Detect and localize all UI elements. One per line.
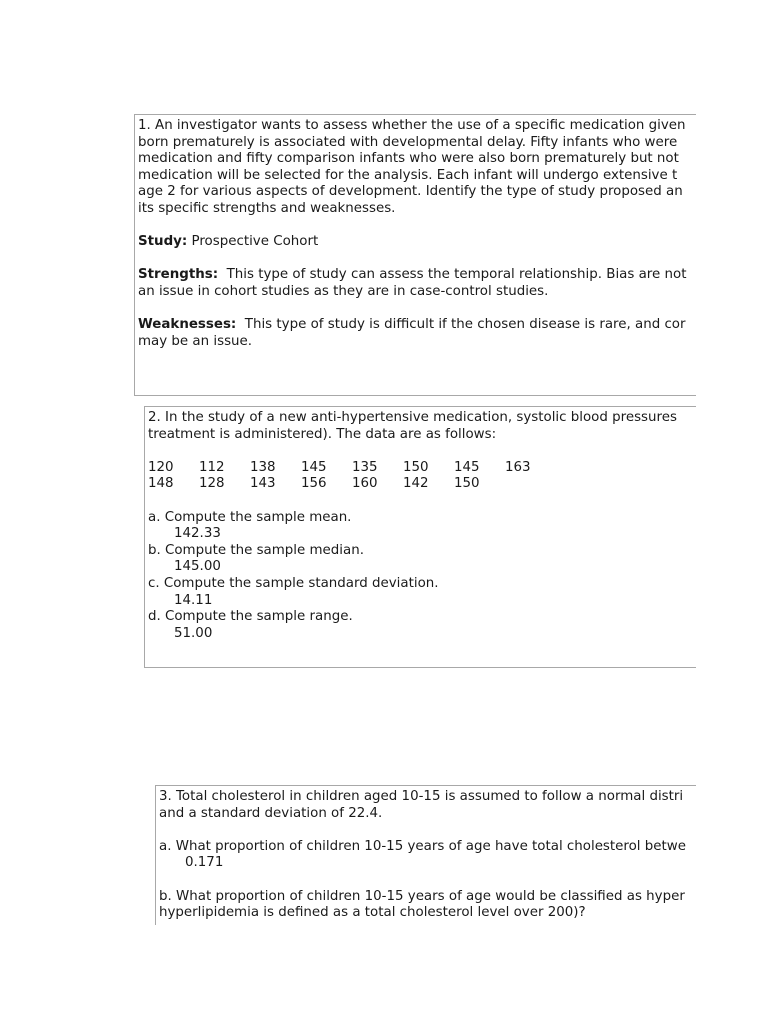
- weaknesses-label: Weaknesses:: [138, 317, 237, 333]
- data-value: 145: [454, 459, 480, 475]
- q1-line: medication will be selected for the analysis. Each infant will undergo extensive t: [138, 167, 678, 183]
- data-row: [148, 460, 696, 477]
- part-answer: 14.11: [174, 592, 213, 608]
- question-1-box: [134, 114, 696, 396]
- weaknesses-text: may be an issue.: [138, 333, 253, 349]
- data-row: [148, 476, 696, 493]
- data-value: 145: [301, 459, 327, 475]
- part-question: a. Compute the sample mean.: [148, 509, 352, 525]
- data-value: 143: [250, 476, 276, 492]
- data-value: 138: [250, 459, 276, 475]
- strengths-text: an issue in cohort studies as they are in case-control studies.: [138, 283, 549, 299]
- data-value: 150: [403, 459, 429, 475]
- strengths-label: Strengths:: [138, 267, 219, 283]
- strengths-text: This type of study can assess the temporal relationship. Bias are not: [218, 267, 687, 283]
- part-a-answer: 0.171: [185, 855, 224, 871]
- part-answer: 142.33: [174, 526, 221, 542]
- q3-intro-line: and a standard deviation of 22.4.: [159, 805, 383, 821]
- question-3-box: [155, 785, 696, 925]
- part-b-question: hyperlipidemia is defined as a total cholesterol level over 200)?: [159, 905, 586, 921]
- q3-intro-line: 3. Total cholesterol in children aged 10-15 is assumed to follow a normal distri: [159, 789, 684, 804]
- study-answer: [138, 234, 696, 251]
- data-value: 128: [199, 476, 225, 492]
- data-value: 120: [148, 459, 174, 475]
- study-value: Prospective Cohort: [187, 234, 319, 250]
- question-2-box: [144, 406, 696, 668]
- strengths-answer: [138, 267, 696, 284]
- study-label: Study:: [138, 234, 188, 250]
- part-question: c. Compute the sample standard deviation.: [148, 575, 439, 591]
- data-value: 160: [352, 476, 378, 492]
- data-value: 112: [199, 459, 225, 475]
- weaknesses-answer: [138, 317, 696, 334]
- part-answer: 145.00: [174, 559, 221, 575]
- part-b-question: b. What proportion of children 10-15 years of age would be classified as hyper: [159, 888, 685, 904]
- q1-line: age 2 for various aspects of development. Identify the type of study proposed an: [138, 184, 683, 200]
- part-question: d. Compute the sample range.: [148, 609, 353, 625]
- q1-line: its specific strengths and weaknesses.: [138, 200, 396, 216]
- part-question: b. Compute the sample median.: [148, 542, 364, 558]
- data-value: 135: [352, 459, 378, 475]
- part-answer: 51.00: [174, 625, 213, 641]
- data-value: 156: [301, 476, 327, 492]
- part-a-question: a. What proportion of children 10-15 years of age have total cholesterol betwe: [159, 838, 686, 854]
- data-value: 163: [505, 459, 531, 475]
- q1-line: 1. An investigator wants to assess whether the use of a specific medication given: [138, 118, 686, 133]
- weaknesses-text: This type of study is difficult if the chosen disease is rare, and cor: [236, 317, 686, 333]
- q1-line: born prematurely is associated with developmental delay. Fifty infants who were: [138, 134, 678, 150]
- data-value: 148: [148, 476, 174, 492]
- data-value: 142: [403, 476, 429, 492]
- q1-line: medication and fifty comparison infants who were also born prematurely but not: [138, 151, 679, 167]
- q2-intro-line: 2. In the study of a new anti-hypertensive medication, systolic blood pressures: [148, 410, 677, 425]
- q2-intro-line: treatment is administered). The data are as follows:: [148, 426, 497, 442]
- data-value: 150: [454, 476, 480, 492]
